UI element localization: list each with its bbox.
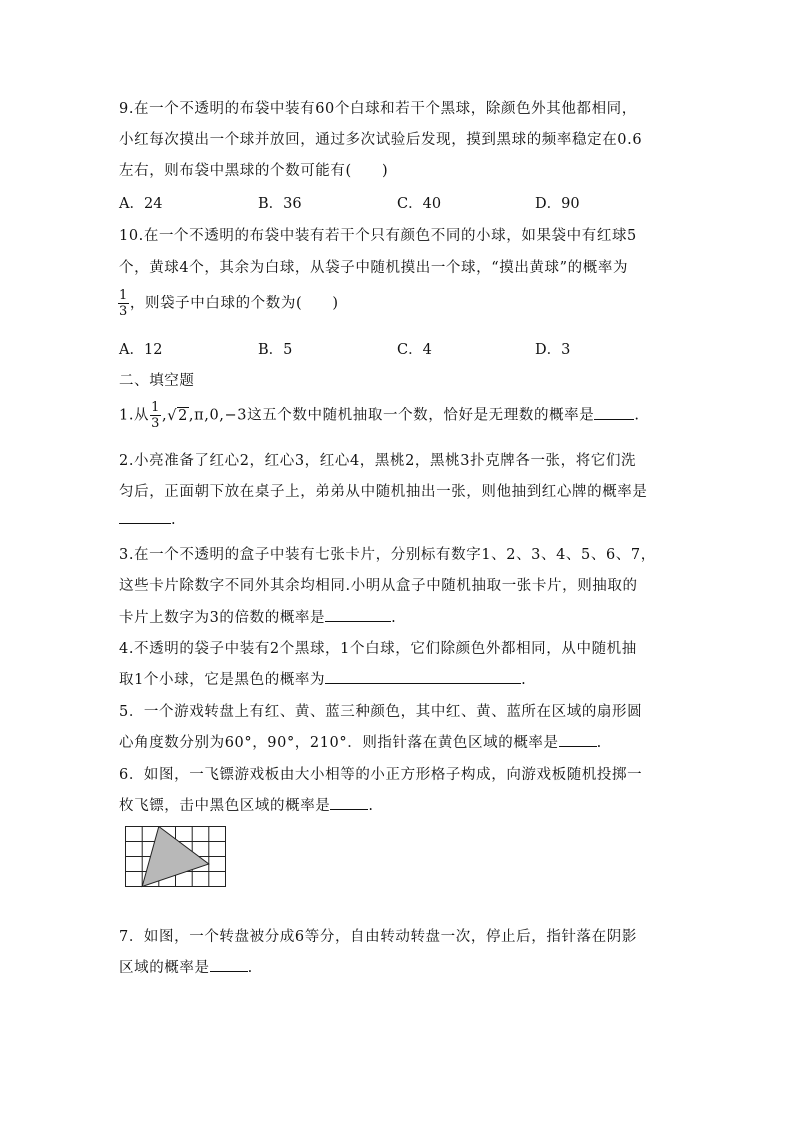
f5-line-1: 5．一个游戏转盘上有红、黄、蓝三种颜色，其中红、黄、蓝所在区域的扇形圆 — [119, 704, 643, 720]
answer-blank[interactable] — [210, 959, 248, 972]
q9-option-b: B．36 — [258, 196, 302, 212]
q9-option-a: A．24 — [119, 196, 163, 212]
f3-line-1: 3.在一个不透明的盒子中装有七张卡片，分别标有数字1、2、3、4、5、6、7， — [119, 547, 656, 563]
q9-line-2: 小红每次摸出一个球并放回，通过多次试验后发现，摸到黑球的频率稳定在0.6 — [119, 132, 643, 148]
q10-option-c: C．4 — [397, 342, 432, 358]
section-title: 二、填空题 — [119, 373, 195, 389]
f2-line-3: . — [119, 511, 176, 528]
answer-blank[interactable] — [559, 734, 597, 747]
f2-line-1: 2.小亮准备了红心2，红心3，红心4，黑桃2，黑桃3扑克牌各一张，将它们洗 — [119, 453, 637, 469]
answer-blank[interactable] — [119, 511, 171, 524]
q10-line-1: 10.在一个不透明的布袋中装有若干个只有颜色不同的小球，如果袋中有红球5 — [119, 228, 637, 244]
f3-line-3: 卡片上数字为3的倍数的概率是 . — [119, 610, 397, 626]
f1-fraction: $\frac{1}{3}$ — [151, 400, 161, 431]
answer-blank[interactable] — [594, 407, 634, 420]
q10-option-b: B．5 — [258, 342, 293, 358]
answer-blank[interactable] — [325, 609, 391, 622]
answer-blank[interactable] — [330, 797, 368, 810]
q10-option-d: D．3 — [535, 342, 571, 358]
q9-line-1: 9.在一个不透明的布袋中装有60个白球和若干个黑球，除颜色外其他都相同， — [119, 101, 637, 117]
q9-line-3: 左右，则布袋中黑球的个数可能有( ) — [119, 163, 389, 179]
f6-line-2: 枚飞镖，击中黑色区域的概率是 . — [119, 798, 374, 814]
q10-fraction: $\frac{1}{3}$ — [119, 288, 128, 319]
q9-option-d: D．90 — [535, 196, 580, 212]
dartboard-grid-figure — [125, 826, 227, 888]
f6-line-1: 6．如图，一飞镖游戏板由大小相等的小正方形格子构成，向游戏板随机投掷一 — [119, 767, 643, 783]
f5-line-2: 心角度数分别为60°，90°，210°．则指针落在黄色区域的概率是 . — [119, 735, 602, 751]
q10-line-2: 个，黄球4个，其余为白球，从袋子中随机摸出一个球，“摸出黄球”的概率为 — [119, 260, 629, 276]
q10-line-3 — [117, 288, 339, 319]
f3-line-2: 这些卡片除数字不同外其余均相同.小明从盒子中随机抽取一张卡片，则抽取的 — [119, 578, 638, 594]
f2-line-2: 匀后，正面朝下放在桌子上，弟弟从中随机抽出一张，则他抽到红心牌的概率是 — [119, 484, 648, 500]
q9-option-c: C．40 — [397, 196, 442, 212]
f4-line-1: 4.不透明的袋子中装有2个黑球，1个白球，它们除颜色外都相同，从中随机抽 — [119, 641, 637, 657]
f7-line-1: 7．如图，一个转盘被分成6等分，自由转动转盘一次，停止后，指针落在阴影 — [119, 929, 637, 945]
f4-line-2: 取1个小球，它是黑色的概率为 . — [119, 672, 527, 688]
f1-sqrt: √2 — [167, 407, 188, 424]
f1-line: 1.从 $\frac{1}{3}$ ,√2,π,0,−3这五个数中随机抽取一个数，恰好是无理数的概率是 . — [119, 400, 640, 431]
f7-line-2: 区域的概率是 . — [119, 960, 253, 976]
answer-blank[interactable] — [325, 671, 521, 684]
q10-line-3-text: ，则袋子中白球的个数为( ) — [129, 295, 339, 312]
q10-option-a: A．12 — [119, 342, 163, 358]
